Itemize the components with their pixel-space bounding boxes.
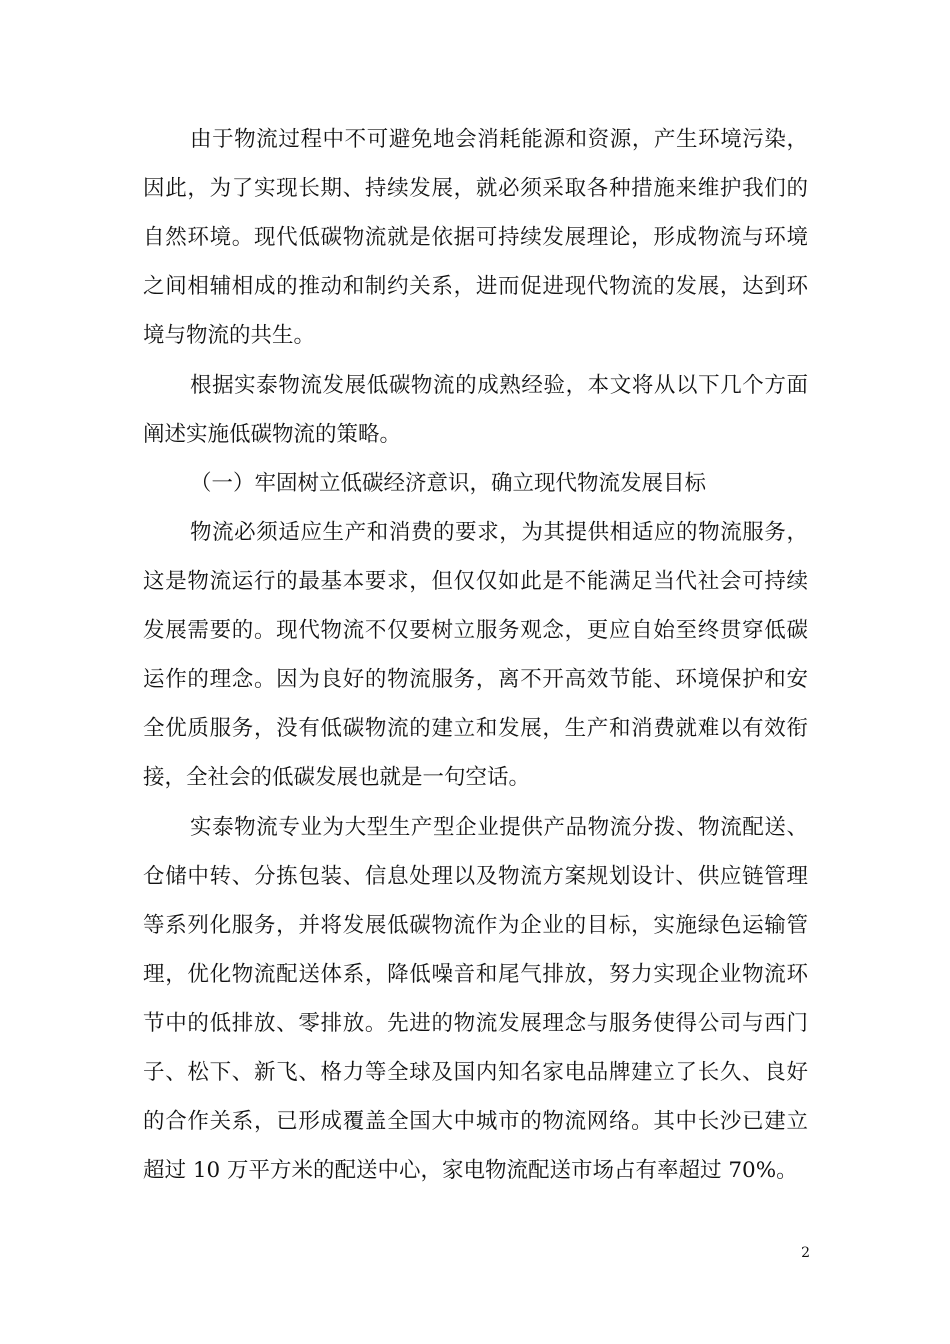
paragraph-3-line-3: 发展需要的。现代物流不仅要树立服务观念，更应自始至终贯穿低碳 bbox=[143, 618, 808, 643]
paragraph-3-line-4: 运作的理念。因为良好的物流服务，离不开高效节能、环境保护和安 bbox=[143, 667, 808, 692]
paragraph-2-line-1: 根据实泰物流发展低碳物流的成熟经验，本文将从以下几个方面 bbox=[190, 373, 808, 398]
paragraph-3-line-6: 接，全社会的低碳发展也就是一句空话。 bbox=[143, 765, 531, 790]
paragraph-4-line-3: 等系列化服务，并将发展低碳物流作为企业的目标，实施绿色运输管 bbox=[143, 913, 808, 938]
paragraph-1-line-1: 由于物流过程中不可避免地会消耗能源和资源，产生环境污染， bbox=[190, 127, 808, 152]
paragraph-4-line-1: 实泰物流专业为大型生产型企业提供产品物流分拨、物流配送、 bbox=[190, 815, 808, 840]
paragraph-4-line-5: 节中的低排放、零排放。先进的物流发展理念与服务使得公司与西门 bbox=[143, 1011, 808, 1036]
section-heading: （一）牢固树立低碳经济意识，确立现代物流发展目标 bbox=[190, 471, 707, 496]
page-number: 2 bbox=[801, 1245, 810, 1261]
paragraph-3-line-2: 这是物流运行的最基本要求，但仅仅如此是不能满足当代社会可持续 bbox=[143, 569, 808, 594]
paragraph-4-line-8: 超过 10 万平方米的配送中心，家电物流配送市场占有率超过 70%。 bbox=[143, 1158, 798, 1183]
paragraph-2-line-2: 阐述实施低碳物流的策略。 bbox=[143, 422, 402, 447]
paragraph-4-line-2: 仓储中转、分拣包装、信息处理以及物流方案规划设计、供应链管理 bbox=[143, 864, 808, 889]
paragraph-3-line-1: 物流必须适应生产和消费的要求，为其提供相适应的物流服务， bbox=[190, 520, 808, 545]
paragraph-4-line-7: 的合作关系，已形成覆盖全国大中城市的物流网络。其中长沙已建立 bbox=[143, 1109, 808, 1134]
paragraph-3-line-5: 全优质服务，没有低碳物流的建立和发展，生产和消费就难以有效衔 bbox=[143, 716, 808, 741]
paragraph-1-line-4: 之间相辅相成的推动和制约关系，进而促进现代物流的发展，达到环 bbox=[143, 274, 808, 299]
paragraph-4-line-6: 子、松下、新飞、格力等全球及国内知名家电品牌建立了长久、良好 bbox=[143, 1060, 808, 1085]
paragraph-1-line-2: 因此，为了实现长期、持续发展，就必须采取各种措施来维护我们的 bbox=[143, 176, 808, 201]
paragraph-4-line-4: 理，优化物流配送体系，降低噪音和尾气排放，努力实现企业物流环 bbox=[143, 962, 808, 987]
paragraph-1-line-5: 境与物流的共生。 bbox=[143, 323, 316, 348]
paragraph-1-line-3: 自然环境。现代低碳物流就是依据可持续发展理论，形成物流与环境 bbox=[143, 225, 808, 250]
